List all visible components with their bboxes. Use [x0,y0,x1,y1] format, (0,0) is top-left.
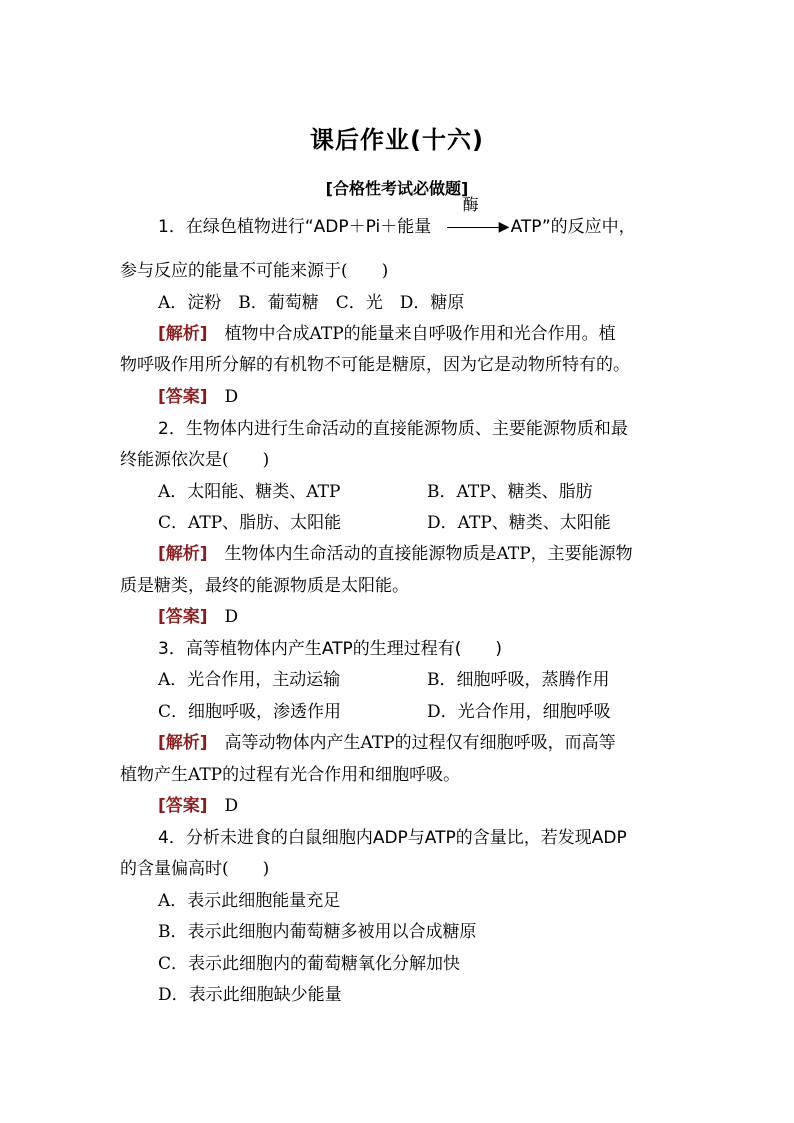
q2-option-c: C．ATP、脂肪、太阳能 [158,513,342,533]
q3-option-b: B．细胞呼吸，蒸腾作用 [427,670,610,690]
enzyme-label: 酶 [462,195,479,214]
answer-tag: [答案] [158,607,208,627]
q1-analysis-line-1 [158,323,616,345]
q2-option-d: D．ATP、糖类、太阳能 [427,513,611,533]
q4-stem-line-2: 的含量偏高时( ) [120,859,270,879]
q2-option-b: B．ATP、糖类、脂肪 [427,482,593,502]
analysis-text: 生物体内生命活动的直接能源物质是ATP，主要能源物 [207,544,633,564]
arrow-head-icon: ▶ [498,219,510,235]
analysis-tag: [解析] [158,324,208,344]
q2-stem-line-2: 终能源依次是( ) [120,450,270,470]
q3-option-a: A．光合作用，主动运输 [158,670,341,690]
q3-answer [158,795,238,817]
page-title: 课后作业(十六) [310,126,484,154]
answer-tag: [答案] [158,387,208,407]
section-heading: [合格性考试必做题] [325,179,469,198]
q3-analysis-line-2: 植物产生ATP的过程有光合作用和细胞呼吸。 [120,765,461,785]
analysis-tag: [解析] [158,733,208,753]
answer-text: D [207,607,239,627]
q1-analysis-line-2: 物呼吸作用所分解的有机物不可能是糖原，因为它是动物所特有的。 [120,355,630,375]
q2-stem-line-1: 2．生物体内进行生命活动的直接能源物质、主要能源物质和最 [158,419,628,439]
q3-stem-line-1: 3．高等植物体内产生ATP的生理过程有( ) [158,639,503,659]
q1-stem-line-1 [158,195,636,238]
answer-text: D [207,387,239,407]
q2-analysis-line-2: 质是糖类，最终的能源物质是太阳能。 [120,576,409,596]
q2-analysis-line-1 [158,543,633,565]
q1-stem-a: 1．在绿色植物进行“ADP＋Pi＋能量 [158,217,437,237]
enzyme-arrow [437,195,511,238]
q4-option-b: B．表示此细胞内葡萄糖多被用以合成糖原 [158,922,477,942]
q3-option-c: C．细胞呼吸，渗透作用 [158,702,342,722]
answer-text: D [207,796,239,816]
analysis-text: 植物中合成ATP的能量来自呼吸作用和光合作用。植 [207,324,616,344]
q4-stem-line-1: 4．分析未进食的白鼠细胞内ADP与ATP的含量比，若发现ADP [158,828,627,848]
q1-answer [158,386,238,408]
q1-stem-line-2: 参与反应的能量不可能来源于( ) [120,261,389,281]
q3-option-d: D．光合作用，细胞呼吸 [427,702,611,722]
q4-option-d: D．表示此细胞缺少能量 [158,985,342,1005]
q2-answer [158,606,238,628]
q2-option-a: A．太阳能、糖类、ATP [158,482,341,502]
analysis-text: 高等动物体内产生ATP的过程仅有细胞呼吸，而高等 [207,733,616,753]
q1-stem-b: ATP”的反应中， [510,217,636,237]
q1-options: A．淀粉 B．葡萄糖 C．光 D．糖原 [158,293,465,313]
analysis-tag: [解析] [158,544,208,564]
answer-tag: [答案] [158,796,208,816]
arrow-line [447,227,505,228]
q4-option-c: C．表示此细胞内的葡萄糖氧化分解加快 [158,954,461,974]
q3-analysis-line-1 [158,732,616,754]
q4-option-a: A．表示此细胞能量充足 [158,891,341,911]
